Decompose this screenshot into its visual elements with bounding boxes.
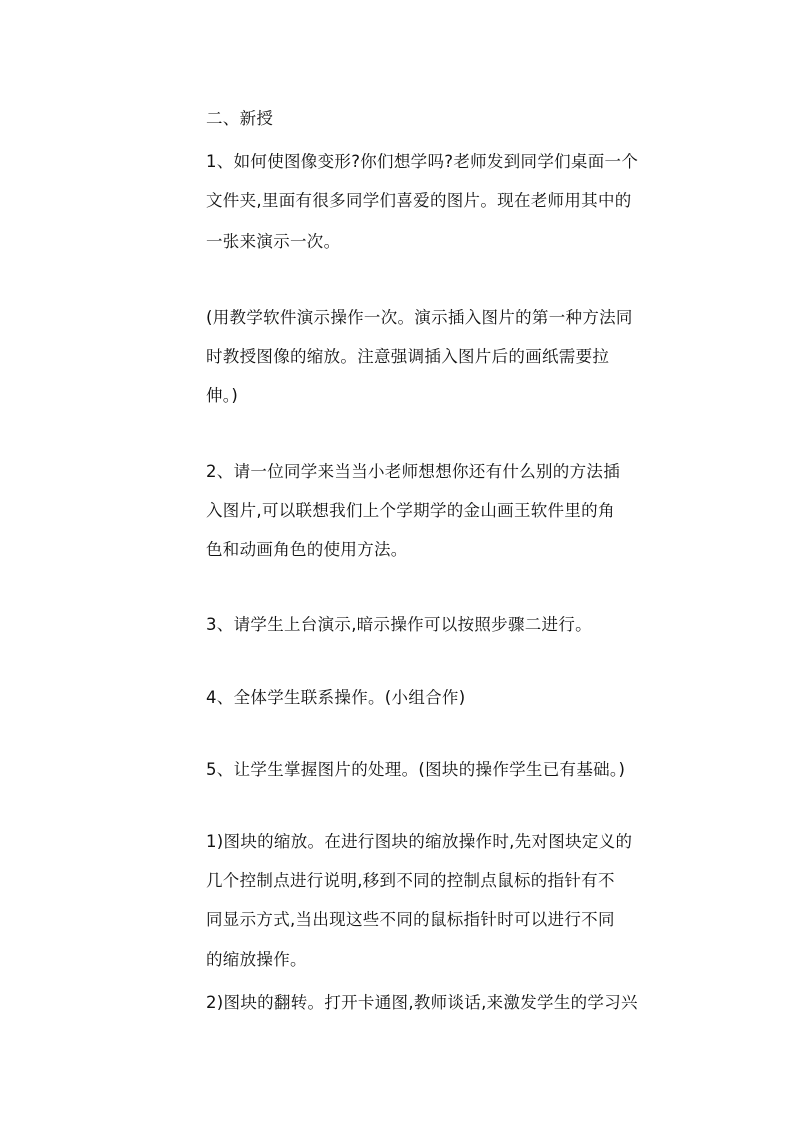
paragraph-7-line-4: 的缩放操作。 xyxy=(206,950,307,969)
paragraph-3-line-2: 入图片,可以联想我们上个学期学的金山画王软件里的角 xyxy=(206,501,615,520)
paragraph-4: 3、请学生上台演示,暗示操作可以按照步骤二进行。 xyxy=(206,615,592,634)
paragraph-8-line-1: 2)图块的翻转。打开卡通图,教师谈话,来激发学生的学习兴 xyxy=(206,993,638,1012)
paragraph-7-line-3: 同显示方式,当出现这些不同的鼠标指针时可以进行不同 xyxy=(206,910,615,929)
paragraph-1-line-1: 1、如何使图像变形?你们想学吗?老师发到同学们桌面一个 xyxy=(206,152,639,171)
paragraph-7-line-1: 1)图块的缩放。在进行图块的缩放操作时,先对图块定义的 xyxy=(206,832,633,851)
section-heading: 二、新授 xyxy=(206,109,274,128)
paragraph-6: 5、让学生掌握图片的处理。(图块的操作学生已有基础。) xyxy=(206,760,626,779)
paragraph-2-line-3: 伸。) xyxy=(206,386,239,405)
paragraph-3-line-3: 色和动画角色的使用方法。 xyxy=(206,540,408,559)
paragraph-2-line-2: 时教授图像的缩放。注意强调插入图片后的画纸需要拉 xyxy=(206,347,610,366)
paragraph-1-line-3: 一张来演示一次。 xyxy=(206,232,341,251)
paragraph-2-line-1: (用教学软件演示操作一次。演示插入图片的第一种方法同 xyxy=(206,308,633,327)
paragraph-3-line-1: 2、请一位同学来当当小老师想想你还有什么别的方法插 xyxy=(206,462,620,481)
paragraph-5: 4、全体学生联系操作。(小组合作) xyxy=(206,688,466,707)
paragraph-7-line-2: 几个控制点进行说明,移到不同的控制点鼠标的指针有不 xyxy=(206,871,615,890)
paragraph-1-line-2: 文件夹,里面有很多同学们喜爱的图片。现在老师用其中的 xyxy=(206,191,632,210)
